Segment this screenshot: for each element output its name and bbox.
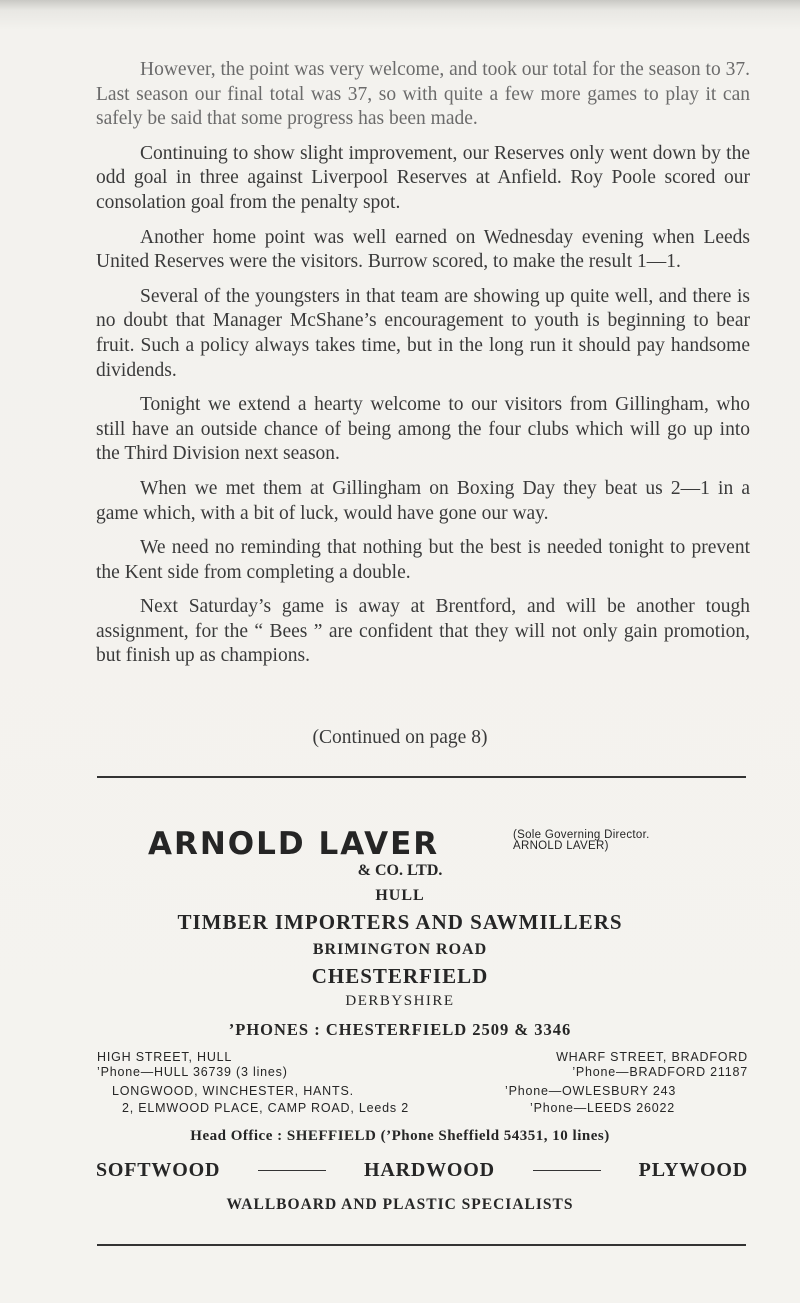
branch-leeds-address: 2, ELMWOOD PLACE, CAMP ROAD, Leeds 2 (122, 1101, 409, 1115)
company-name: ARNOLD LAVER (148, 826, 440, 862)
wood-type: SOFTWOOD (96, 1159, 221, 1181)
branch-address: WHARF STREET, BRADFORD (556, 1050, 748, 1064)
article-paragraph: When we met them at Gillingham on Boxing Day they beat us 2—1 in a game which, with a bit of luck, would have gone our way. (96, 477, 750, 524)
dash-divider (258, 1170, 326, 1171)
article-paragraph: Another home point was well earned on Wednesday evening when Leeds United Reserves were the visitors. Burrow scored, to make the result 1—1. (96, 226, 750, 273)
article-paragraph: Several of the youngsters in that team are showing up quite well, and there is no doubt that Manager McShane’s encouragement to youth is beginning to bear fruit. Such a policy always takes time, but in the long run it should pay handsome dividends. (96, 285, 750, 381)
specialists-line: WALLBOARD AND PLASTIC SPECIALISTS (226, 1196, 574, 1213)
article-paragraph: We need no reminding that nothing but the best is needed tonight to prevent the Kent side from completing a double. (96, 537, 750, 583)
street-address: BRIMINGTON ROAD (312, 941, 488, 958)
phone-numbers: ’PHONES : CHESTERFIELD 2509 & 3346 (228, 1020, 572, 1039)
wood-types (96, 1159, 748, 1182)
director-note-line: ARNOLD LAVER) (513, 840, 609, 852)
town-name: CHESTERFIELD (311, 964, 489, 988)
branch-leeds-phone: ’Phone—LEEDS 26022 (530, 1101, 676, 1115)
branch-hull (97, 1050, 288, 1080)
director-note-line: (Sole Governing Director. (513, 829, 650, 841)
company-suffix: & CO. LTD. (357, 862, 443, 879)
branch-longwood-phone: ’Phone—OWLESBURY 243 (505, 1084, 677, 1098)
dash-divider (533, 1170, 601, 1171)
branch-phone: ’Phone—HULL 36739 (3 lines) (97, 1065, 288, 1079)
wood-type: HARDWOOD (364, 1159, 495, 1181)
branch-longwood-address: LONGWOOD, WINCHESTER, HANTS. (112, 1084, 354, 1098)
article-paragraph: Next Saturday’s game is away at Brentford, and will be another tough assignment, for the “ Bees ” are confident that they will not only gain promotion, but finish up as champions. (96, 596, 750, 667)
director-note (513, 830, 650, 852)
trade-description: TIMBER IMPORTERS AND SAWMILLERS (177, 910, 623, 934)
branch-address: HIGH STREET, HULL (97, 1050, 233, 1064)
continued-note: (Continued on page 8) (312, 727, 488, 748)
divider-top (97, 776, 746, 778)
head-office: Head Office : SHEFFIELD (’Phone Sheffield 54351, 10 lines) (190, 1128, 610, 1144)
article-paragraph: However, the point was very welcome, and took our total for the season to 37. Last season our final total was 37, so with quite a few more games to play it can safely be said that some progress has been made. (96, 59, 750, 130)
wood-type: PLYWOOD (638, 1159, 748, 1181)
article-paragraph: Continuing to show slight improvement, our Reserves only went down by the odd goal in three against Liverpool Reserves at Anfield. Roy Poole scored our consolation goal from the penalty spot. (96, 142, 750, 213)
divider-bottom (97, 1244, 746, 1246)
company-location: HULL (375, 887, 425, 904)
branch-bradford (510, 1050, 748, 1080)
branch-phone: ’Phone—BRADFORD 21187 (572, 1065, 748, 1079)
county-name: DERBYSHIRE (345, 993, 455, 1009)
article-body (96, 58, 750, 679)
article-paragraph: Tonight we extend a hearty welcome to our visitors from Gillingham, who still have an outside chance of being among the four clubs which will go up into the Third Division next season. (96, 394, 750, 465)
